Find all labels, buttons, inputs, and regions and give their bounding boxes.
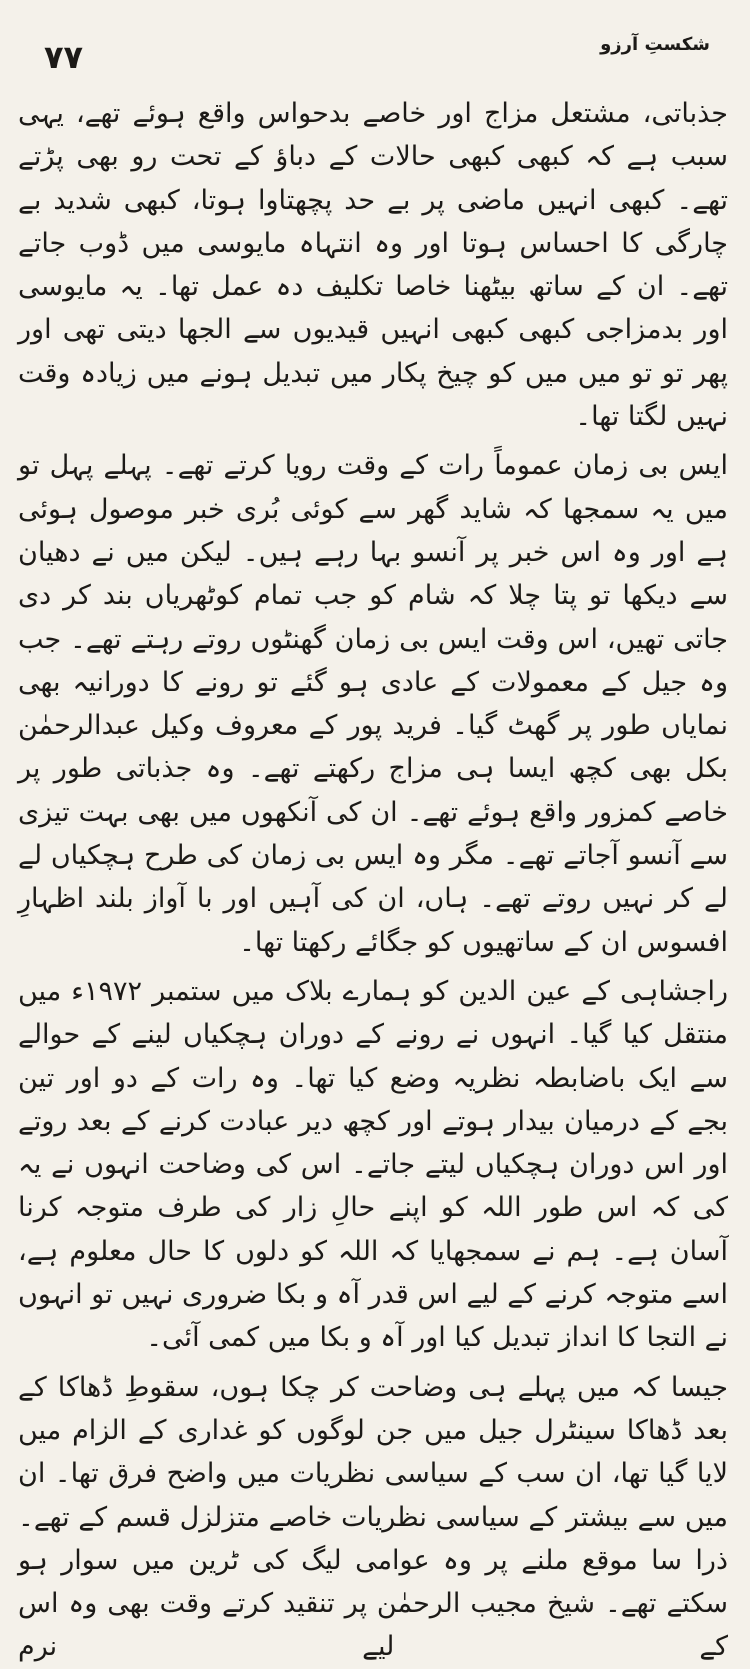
running-title: شکستِ آرزو (600, 34, 710, 55)
paragraph-4: جیسا کہ میں پہلے ہی وضاحت کر چکا ہوں، سقوطِ ڈھاکا کے بعد ڈھاکا سینٹرل جیل میں جن لوگوں کو غداری کے الزام میں لایا گیا تھا، ان سب کے سیاسی نظریات میں واضح فرق تھا۔ ان میں سے بیشتر کے سیاسی نظریات خاصے متزلزل قسم کے تھے۔ ذرا سا موقع ملنے پر وہ عوامی لیگ کی ٹرین میں سوار ہو سکتے تھے۔ شیخ مجیب الرحمٰن پر تنقید کرتے وقت بھی وہ اس کے لیے نرم (18, 1371, 728, 1663)
paragraph-2: ایس بی زمان عموماً رات کے وقت رویا کرتے تھے۔ پہلے پہل تو میں یہ سمجھا کہ شاید گھر سے کوئی بُری خبر موصول ہوئی ہے اور وہ اس خبر پر آنسو بہا رہے ہیں۔ لیکن میں نے دھیان سے دیکھا تو پتا چلا کہ شام کو جب تمام کوٹھریاں بند کر دی جاتی تھیں، اس وقت ایس بی زمان گھنٹوں روتے رہتے تھے۔ جب وہ جیل کے معمولات کے عادی ہو گئے تو رونے کا دورانیہ بھی نمایاں طور پر گھٹ گیا۔ فرید پور کے معروف وکیل عبدالرحمٰن بکل بھی کچھ ایسا ہی مزاج رکھتے تھے۔ وہ جذباتی طور پر خاصے کمزور واقع ہوئے تھے۔ ان کی آنکھوں میں بھی بہت تیزی سے آنسو آجاتے تھے۔ مگر وہ ایس بی زمان کی طرح ہچکیاں لے لے کر نہیں روتے تھے۔ ہاں، ان کی آہیں اور با آواز بلند اظہارِ افسوس ان کے ساتھیوں کو جگائے رکھتا تھا۔ (18, 450, 728, 958)
body-text (18, 92, 728, 1669)
page-header (18, 0, 728, 92)
paragraph-3: راجشاہی کے عین الدین کو ہمارے بلاک میں ستمبر ۱۹۷۲ء میں منتقل کیا گیا۔ انہوں نے رونے کے دوران ہچکیاں لینے کے حوالے سے ایک باضابطہ نظریہ وضع کیا تھا۔ وہ رات کے دو اور تین بجے کے درمیان بیدار ہوتے اور کچھ دیر عبادت کرنے کے بعد روتے اور اس دوران ہچکیاں لیتے جاتے۔ اس کی وضاحت انہوں نے یہ کی کہ اس طور اللہ کو اپنے حالِ زار کی طرف متوجہ کرنا آسان ہے۔ ہم نے سمجھایا کہ اللہ کو دلوں کا حال معلوم ہے، اسے متوجہ کرنے کے لیے اس قدر آہ و بکا ضروری نہیں تو انہوں نے التجا کا انداز تبدیل کیا اور آہ و بکا میں کمی آئی۔ (18, 975, 728, 1354)
paragraph-1: جذباتی، مشتعل مزاج اور خاصے بدحواس واقع ہوئے تھے، یہی سبب ہے کہ کبھی کبھی حالات کے دباؤ کے تحت رو بھی پڑتے تھے۔ کبھی انہیں ماضی پر بے حد پچھتاوا ہوتا، کبھی شدید بے چارگی کا احساس ہوتا اور وہ انتہاہ مایوسی میں ڈوب جاتے تھے۔ ان کے ساتھ بیٹھنا خاصا تکلیف دہ عمل تھا۔ یہ مایوسی اور بدمزاجی کبھی کبھی انہیں قیدیوں سے الجھا دیتی تھی اور پھر تو تو میں میں کو چیخ پکار میں تبدیل ہونے میں زیادہ وقت نہیں لگتا تھا۔ (18, 98, 728, 433)
page-number: ۷۷ (44, 38, 84, 76)
